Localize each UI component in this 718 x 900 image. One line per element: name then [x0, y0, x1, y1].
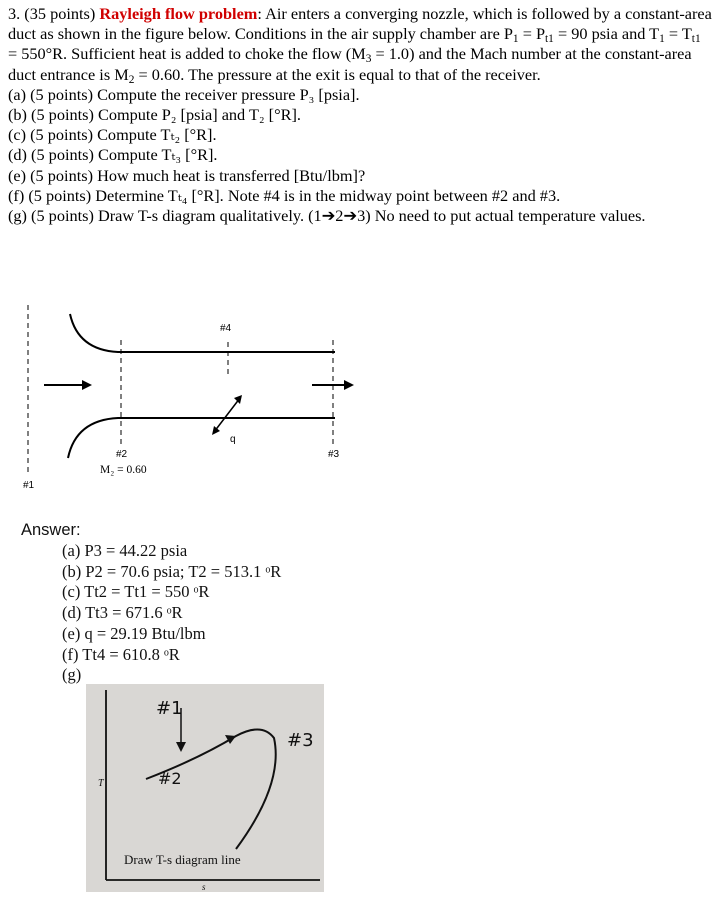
intro-text-b: = 90 psia and T — [557, 24, 660, 44]
intro-text-c: = 550°R. Sufficient heat is added to choke the flow (M — [8, 44, 366, 64]
station-3-label: #3 — [328, 449, 340, 460]
nozzle-duct-figure — [0, 300, 400, 500]
answer-g: (g) — [62, 665, 82, 685]
intro-text-a: : Air enters a converging nozzle, which is followed by a constant-area duct as shown in the figure below. Conditions in the air supply chamber are P — [8, 4, 712, 44]
nozzle-lower-wall — [68, 418, 335, 458]
answer-e: (e) q = 29.19 Btu/lbm — [62, 623, 206, 643]
part-a: (a) (5 points) Compute the receiver pressure P₃ [psia]. — [8, 84, 360, 104]
intro-text-e: = 0.60. The pressure at the exit is equal to that of the receiver. — [138, 64, 541, 84]
heat-q-label: q — [230, 434, 236, 445]
t-axis-label: T — [98, 778, 104, 789]
s-axis-label: s — [202, 882, 206, 892]
ts-label-3: #3 — [287, 730, 314, 751]
heat-arrow — [214, 398, 240, 432]
station-2-label: #2 — [116, 449, 128, 460]
station-4-label: #4 — [220, 323, 232, 334]
station-1-label: #1 — [23, 480, 35, 491]
intro-text-d: = 1.0) and the Mach number at the constant-area duct entrance is M — [8, 44, 692, 84]
part-b: (b) (5 points) Compute P₂ [psia] and T₂ [°R]. — [8, 105, 301, 125]
ts-caption: Draw T-s diagram line — [124, 852, 241, 867]
flow-arrow-out-head — [344, 380, 354, 390]
ts-diagram-photo — [86, 684, 324, 892]
problem-points: (35 points) — [24, 4, 96, 23]
part-c: (c) (5 points) Compute Tₜ₂ [°R]. — [8, 125, 217, 145]
answer-list — [62, 541, 281, 686]
part-g: (g) (5 points) Draw T-s diagram qualitatively. (1➔2➔3) No need to put actual temperature values. — [8, 206, 646, 226]
answer-a: (a) P3 = 44.22 psia — [62, 541, 188, 560]
mach-2-label: M₂ = 0.60 — [100, 464, 147, 476]
problem-number: 3. — [8, 4, 21, 23]
part-e: (e) (5 points) How much heat is transferred [Btu/lbm]? — [8, 165, 366, 185]
answer-d: (d) Tt3 = 671.6 ᵒR — [62, 603, 183, 623]
problem-title: Rayleigh flow problem — [99, 4, 258, 23]
heat-arrow-head-top — [234, 395, 242, 404]
problem-intro: 3. (35 points) Rayleigh flow problem: Air enters a converging nozzle, which is followed by a constant-area duct as shown in the figure below. Conditions in the air supply chamber are $P_1 = P_{t1} = 90$ psia and $T_1 = T_{t1} = 550^\circ R$. Sufficient heat is added to choke the flow $(M_3 = 1.0)$ and the Mach number at the constant-area duct entrance is $M_2 = 0.60$. The pressure at the exit is equal to that of the receiver. — [8, 4, 712, 86]
part-d: (d) (5 points) Compute Tₜ₃ [°R]. — [8, 145, 218, 165]
answer-label: Answer: — [21, 521, 81, 539]
answer-b: (b) P2 = 70.6 psia; T2 = 513.1 ᵒR — [62, 561, 282, 581]
heat-arrow-head-bottom — [212, 426, 220, 435]
ts-label-2: #2 — [158, 769, 182, 788]
flow-arrow-in-head — [82, 380, 92, 390]
problem-statement — [8, 4, 712, 226]
ts-label-1: #1 — [156, 698, 183, 719]
answer-f: (f) Tt4 = 610.8 ᵒR — [62, 644, 180, 664]
part-f: (f) (5 points) Determine Tₜ₄ [°R]. Note #4 is in the midway point between #2 and #3. — [8, 185, 561, 205]
nozzle-upper-wall — [70, 314, 335, 352]
answer-c: (c) Tt2 = Tt1 = 550 ᵒR — [62, 582, 210, 602]
